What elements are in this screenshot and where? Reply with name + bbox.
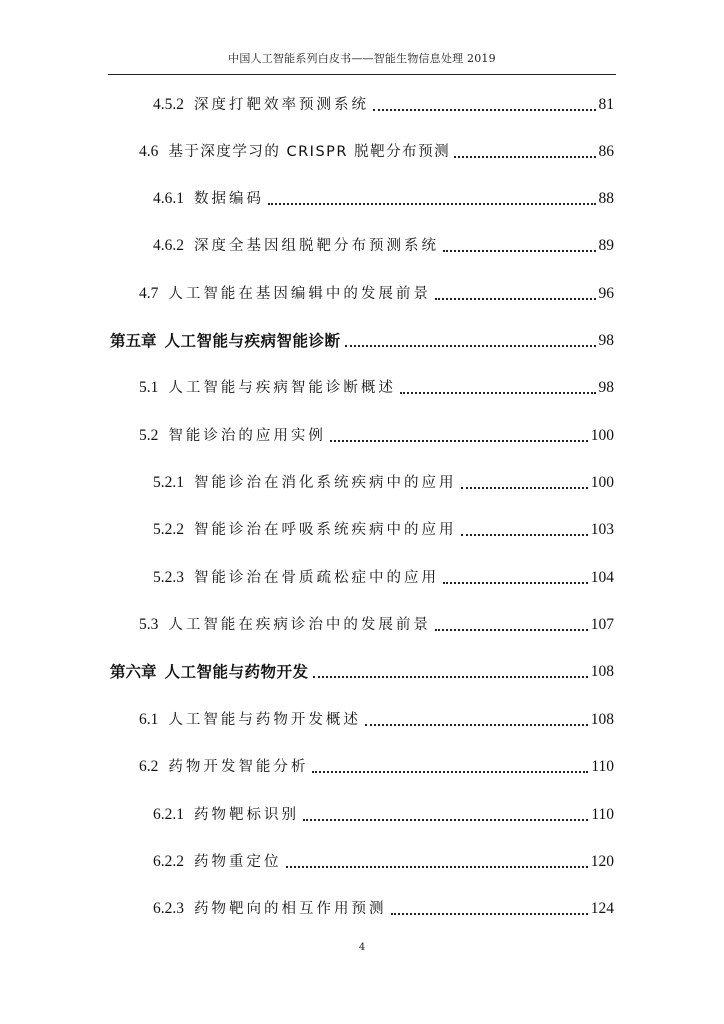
dot-leader [443, 250, 596, 252]
toc-title: 智能诊治在消化系统疾病中的应用 [194, 475, 457, 491]
toc-entry-6-2-3[interactable] [153, 895, 614, 919]
toc-entry-5-2[interactable] [139, 422, 614, 446]
toc-page: 98 [598, 379, 614, 396]
toc-title: 智能诊治在呼吸系统疾病中的应用 [194, 522, 457, 538]
toc-title: 深度全基因组脱靶分布预测系统 [194, 238, 439, 254]
dot-leader [286, 866, 588, 868]
toc-page: 100 [590, 427, 614, 444]
toc-entry-5-2-2[interactable] [153, 516, 614, 540]
dot-leader [373, 109, 596, 111]
dot-leader [400, 392, 596, 394]
toc-entry-5-2-3[interactable] [153, 564, 614, 588]
toc-title: 智能诊治的应用实例 [168, 428, 326, 444]
dot-leader [365, 724, 588, 726]
toc-entry-5-1[interactable] [139, 374, 614, 398]
toc-title: 基于深度学习的 CRISPR 脱靶分布预测 [168, 144, 451, 160]
page-number: 4 [358, 942, 366, 953]
toc-page: 104 [590, 569, 614, 586]
dot-leader [435, 629, 588, 631]
toc-entry-6-2[interactable] [139, 753, 614, 777]
toc-entry-chapter-6[interactable] [110, 658, 614, 682]
toc-entry-5-3[interactable] [139, 611, 614, 635]
toc-number: 5.2.3 [153, 569, 184, 586]
toc-number: 第五章 [110, 332, 157, 350]
toc-title: 人工智能在基因编辑中的发展前景 [168, 286, 431, 302]
dot-leader [454, 156, 595, 158]
toc-number: 5.2.2 [153, 521, 184, 538]
running-header: 中国人工智能系列白皮书——智能生物信息处理 2019 [228, 52, 496, 65]
toc-title: 药物重定位 [194, 854, 282, 870]
toc-title: 药物开发智能分析 [168, 759, 309, 775]
toc-number: 6.2.1 [153, 806, 184, 823]
toc-title: 人工智能在疾病诊治中的发展前景 [168, 617, 431, 633]
toc-page: 81 [598, 96, 614, 113]
toc-entry-4-6-2[interactable] [153, 232, 614, 256]
toc-entry-6-2-2[interactable] [153, 848, 614, 872]
toc-number: 6.2.3 [153, 900, 184, 917]
toc-page: 107 [590, 616, 614, 633]
dot-leader [461, 534, 588, 536]
toc-number: 5.1 [139, 379, 159, 396]
dot-leader [330, 440, 588, 442]
toc-page: 124 [590, 900, 614, 917]
toc-number: 4.6.2 [153, 237, 184, 254]
toc-page: 89 [598, 237, 614, 254]
toc-title: 药物靶向的相互作用预测 [194, 901, 387, 917]
toc-page: 110 [591, 806, 614, 823]
toc-number: 4.6.1 [153, 190, 184, 207]
dot-leader [345, 345, 596, 347]
toc-title: 人工智能与疾病智能诊断概述 [168, 380, 396, 396]
dot-leader [313, 676, 588, 678]
toc-number: 6.1 [139, 711, 159, 728]
dot-leader [435, 298, 596, 300]
toc-page: 103 [590, 521, 614, 538]
toc-title: 智能诊治在骨质疏松症中的应用 [194, 570, 439, 586]
dot-leader [303, 819, 588, 821]
toc-number: 4.6 [139, 143, 159, 160]
toc-number: 第六章 [110, 663, 157, 681]
toc-number: 5.2.1 [153, 474, 184, 491]
toc-page: 120 [590, 853, 614, 870]
toc-page: 100 [590, 474, 614, 491]
toc-title: 人工智能与药物开发 [164, 663, 309, 681]
toc-page: 108 [590, 711, 614, 728]
toc-page: 110 [591, 758, 614, 775]
toc-entry-4-6-1[interactable] [153, 185, 614, 209]
toc-page: 98 [598, 332, 614, 349]
toc-title: 深度打靶效率预测系统 [194, 97, 369, 113]
toc-entry-4-6[interactable] [139, 138, 614, 162]
toc-entry-4-5-2[interactable] [153, 91, 614, 115]
toc-page: 86 [598, 143, 614, 160]
toc-number: 6.2 [139, 758, 159, 775]
toc-page: 96 [598, 285, 614, 302]
dot-leader [268, 203, 596, 205]
toc-entry-6-1[interactable] [139, 706, 614, 730]
toc-title: 人工智能与药物开发概述 [168, 712, 361, 728]
dot-leader [391, 913, 588, 915]
toc-page: 88 [598, 190, 614, 207]
toc-number: 6.2.2 [153, 853, 184, 870]
toc-entry-6-2-1[interactable] [153, 801, 614, 825]
toc-entry-chapter-5[interactable] [110, 327, 614, 351]
toc-number: 5.2 [139, 427, 159, 444]
toc-entry-4-7[interactable] [139, 280, 614, 304]
toc-title: 药物靶标识别 [194, 807, 299, 823]
toc-page: 108 [590, 663, 614, 680]
toc-number: 5.3 [139, 616, 159, 633]
toc-title: 数据编码 [194, 191, 264, 207]
dot-leader [461, 487, 588, 489]
dot-leader [443, 582, 588, 584]
dot-leader [312, 771, 588, 773]
toc-title: 人工智能与疾病智能诊断 [164, 332, 341, 350]
toc-number: 4.7 [139, 285, 159, 302]
toc-number: 4.5.2 [153, 96, 184, 113]
toc-entry-5-2-1[interactable] [153, 469, 614, 493]
